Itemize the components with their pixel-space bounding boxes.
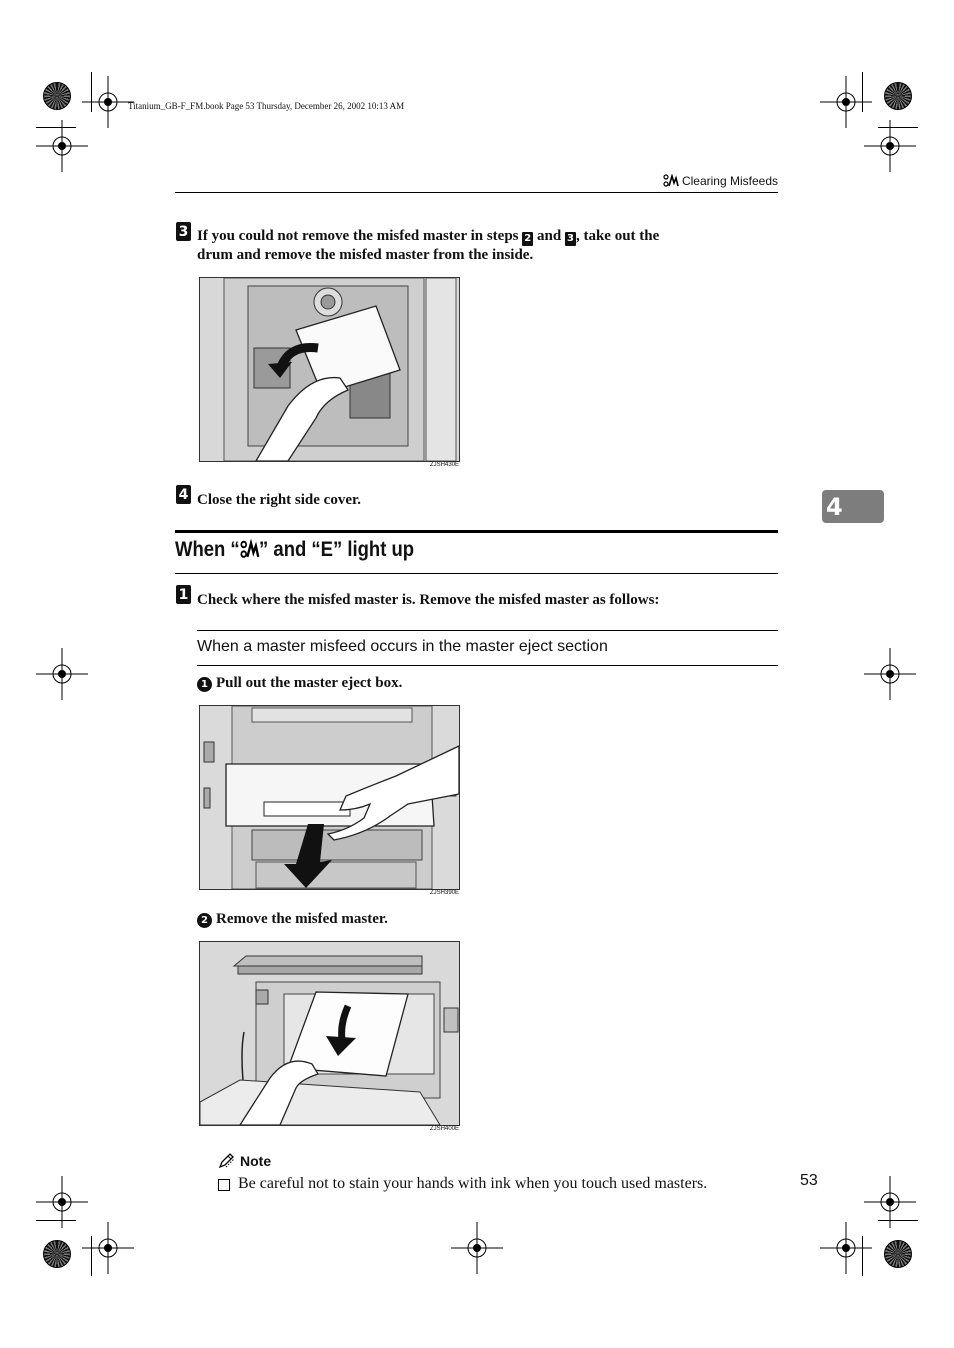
step-3-text-d: drum and remove the misfed master from the inside. xyxy=(197,247,534,263)
trim-line xyxy=(878,1220,918,1221)
figure-code: ZJSH390E xyxy=(430,890,460,896)
registration-mark-icon xyxy=(36,648,88,700)
note-title: Note xyxy=(240,1153,272,1169)
note-item-text: Be careful not to stain your hands with ink when you touch used masters. xyxy=(238,1175,708,1192)
color-target-bottom-right xyxy=(884,1240,912,1268)
trim-line xyxy=(862,1236,863,1276)
registration-mark-icon xyxy=(451,1222,503,1274)
header-rule xyxy=(175,192,778,193)
step-3-text-c: , take out the xyxy=(575,228,660,244)
drum-removal-illustration xyxy=(199,277,460,462)
step-3-text-a: If you could not remove the misfed master in steps xyxy=(197,228,523,244)
registration-mark-icon xyxy=(82,76,134,128)
chapter-tab: 4 xyxy=(822,490,884,523)
registration-mark-icon xyxy=(864,648,916,700)
section-rule-top xyxy=(175,530,778,533)
note-heading xyxy=(218,1153,271,1169)
color-target-top-left xyxy=(43,82,71,110)
color-target-top-right xyxy=(884,82,912,110)
trim-line xyxy=(878,127,918,128)
step-3-text xyxy=(197,227,778,265)
substep-2-text: Remove the misfed master. xyxy=(216,911,388,927)
trim-line xyxy=(862,72,863,112)
substep-1-text: Pull out the master eject box. xyxy=(216,675,403,691)
section-title xyxy=(175,538,414,562)
trim-line xyxy=(91,1236,92,1276)
running-head-title: Clearing Misfeeds xyxy=(681,174,778,188)
page-number: 53 xyxy=(800,1172,818,1189)
subsection-title: When a master misfeed occurs in the master eject section xyxy=(197,638,608,655)
registration-mark-icon xyxy=(820,1222,872,1274)
step-badge: 1 xyxy=(176,585,191,604)
step-ref-badge: 2 xyxy=(522,232,533,246)
note-item xyxy=(218,1175,707,1193)
subsection-rule-top xyxy=(197,630,778,631)
step-1-text: Check where the misfed master is. Remove the misfed master as follows: xyxy=(197,592,660,608)
step-4-text: Close the right side cover. xyxy=(197,492,362,508)
step-badge: 3 xyxy=(176,222,191,241)
figure-code: ZJSH400E xyxy=(430,1126,460,1132)
step-badge: 4 xyxy=(176,485,191,504)
substep-number: 2 xyxy=(197,913,212,928)
substep-number: 1 xyxy=(197,677,212,692)
remove-master-illustration xyxy=(199,941,460,1126)
step-3-text-b: and xyxy=(533,228,565,244)
trim-line xyxy=(36,1220,76,1221)
eject-box-illustration xyxy=(199,705,460,890)
substep-1 xyxy=(197,674,402,693)
section-rule-bottom xyxy=(175,573,778,574)
section-title-after: ” and “E” light up xyxy=(259,538,415,561)
color-target-bottom-left xyxy=(43,1240,71,1268)
file-info: Titanium_GB-F_FM.book Page 53 Thursday, December 26, 2002 10:13 AM xyxy=(128,101,405,111)
section-title-before: When “ xyxy=(175,538,240,561)
running-head xyxy=(663,174,778,188)
trim-line xyxy=(36,127,76,128)
misfeed-icon xyxy=(240,539,259,561)
substep-2 xyxy=(197,910,388,929)
misfeed-icon xyxy=(663,174,679,188)
note-bullet-icon xyxy=(218,1179,230,1191)
registration-mark-icon xyxy=(82,1222,134,1274)
subsection-rule-bottom xyxy=(197,665,778,666)
figure-code: ZJSH430E xyxy=(430,462,460,468)
pencil-note-icon xyxy=(218,1153,236,1169)
step-ref-badge: 3 xyxy=(565,232,576,246)
trim-line xyxy=(91,72,92,112)
